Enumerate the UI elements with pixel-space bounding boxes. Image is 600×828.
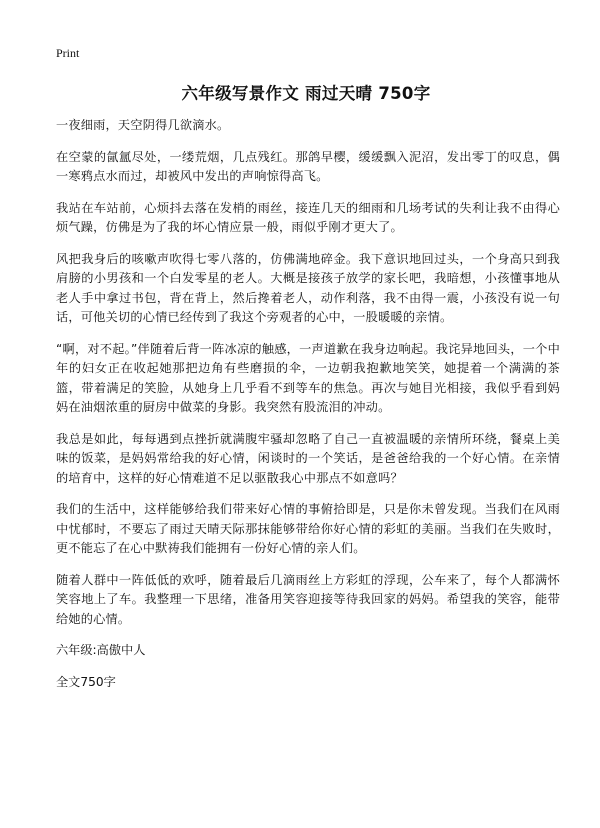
author-line: 六年级:高傲中人 xyxy=(56,643,146,657)
paragraph-5: “啊，对不起。”伴随着后背一阵冰凉的触感，一声道歉在我身边响起。我诧异地回头，一个中年的妇女正在收起她那把边角有些磨损的伞，一边朝我抱歉地笑笑，她提着一个满满的茶篮，带着满足的笑脸，从她身上几乎看不到等车的焦急。再次与她目光相接，我似乎看到妈妈在油烟浓重的厨房中做菜的身影。我突然有股流泪的冲动。 xyxy=(56,341,560,414)
paragraph-1: 一夜细雨，天空阴得几欲滴水。 xyxy=(56,118,230,132)
article-title: 六年级写景作文 雨过天晴 750字 xyxy=(181,84,431,103)
word-count-line: 全文750字 xyxy=(56,674,116,689)
paragraph-3: 我站在车站前，心烦抖去落在发梢的雨丝，接连几天的细雨和几场考试的失利让我不由得心烦气躁，仿佛是为了我的坏心情应景一般，雨似乎刚才更大了。 xyxy=(56,200,560,234)
paragraph-4: 风把我身后的咳嗽声吹得七零八落的，仿佛满地碎金。我下意识地回过头，一个身高只到我肩膀的小男孩和一个白发零星的老人。大概是接孩子放学的家长吧，我暗想，小孩懂事地从老人手中拿过书包，背在背上，然后搀着老人，动作利落，我不由得一震，小孩没有说一句话，可他关切的心情已经传到了我这个旁观者的心中，一股暖暖的亲情。 xyxy=(56,251,560,324)
paragraph-7: 我们的生活中，这样能够给我们带来好心情的事俯拾即是，只是你未曾发现。当我们在风雨中忧郁时，不要忘了雨过天晴天际那抹能够带给你好心情的彩虹的美丽。当我们在失败时，更不能忘了在心中默祷我们能拥有一份好心情的亲人们。 xyxy=(56,502,560,555)
print-link[interactable]: Print xyxy=(56,46,80,60)
paragraph-8: 随着人群中一阵低低的欢呼，随着最后几滴雨丝上方彩虹的浮现，公车来了，每个人都满怀笑容地上了车。我整理一下思绪，准备用笑容迎接等待我回家的妈妈。希望我的笑容，能带给她的心情。 xyxy=(56,572,560,626)
article-body xyxy=(56,116,560,629)
paragraph-2: 在空蒙的氤氲尽处，一缕荒烟，几点残红。那鸽早樱，缓缓飘入泥沼，发出零丁的叹息，偶一寒鸦点水而过，却被风中发出的声响惊得高飞。 xyxy=(56,149,560,183)
paragraph-6: 我总是如此，每每遇到点挫折就满腹牢骚却忽略了自己一直被温暖的亲情所环绕，餐桌上美味的饭菜，是妈妈常给我的好心情，闲谈时的一个笑话，是爸爸给我的一个好心情。在亲情的培育中，这样的好心情难道不足以驱散我心中那点不如意吗？ xyxy=(56,431,560,485)
